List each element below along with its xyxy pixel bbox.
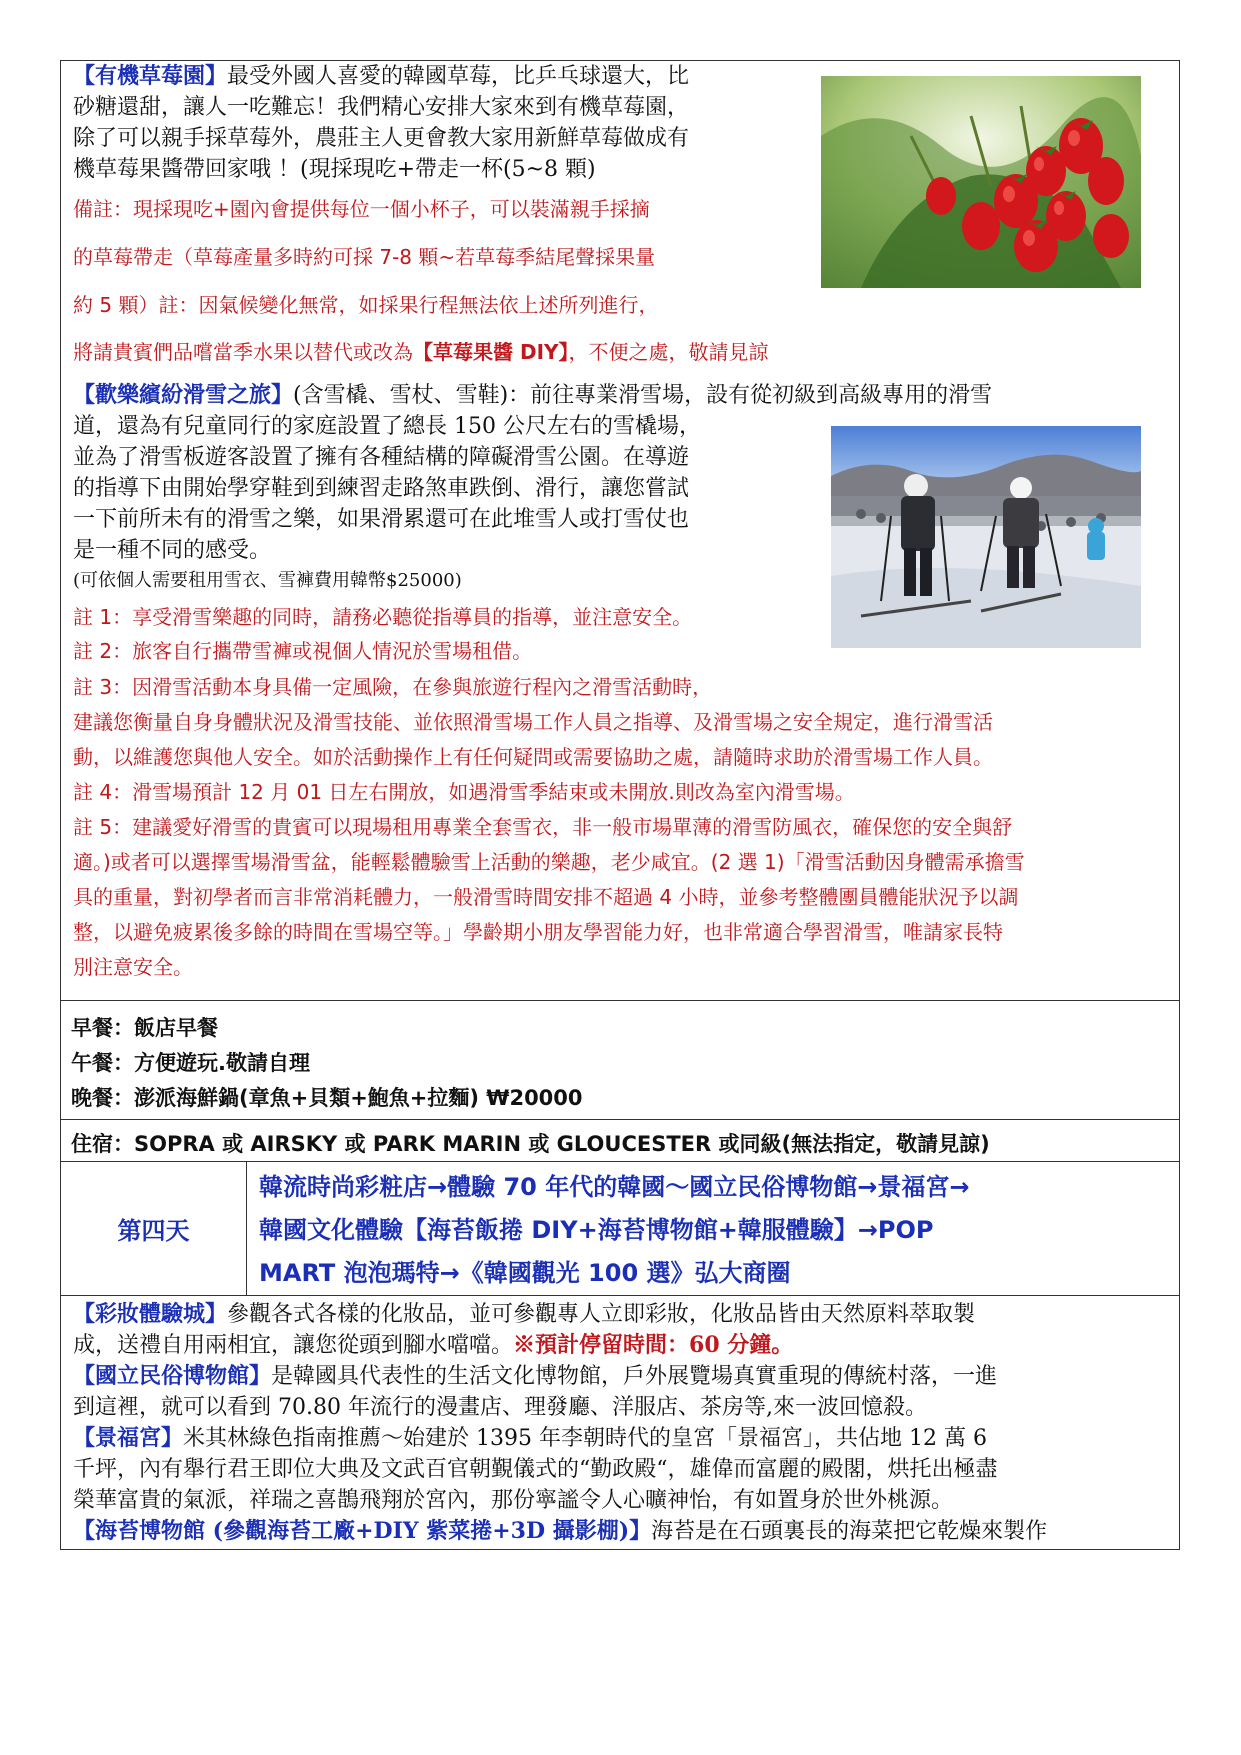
hotel-text: 住宿：SOPRA 或 AIRSKY 或 PARK MARIN 或 GLOUCESTER 或同級(無法指定，敬請見諒) (71, 1132, 990, 1156)
ski-note-7: 適。)或者可以選擇雪場滑雪盆，能輕鬆體驗雪上活動的樂趣，老少咸宜。(2 選 1)「滑雪活動因身體需承擔雪 (73, 850, 1025, 874)
lunch-text: 午餐：方便遊玩.敬請自理 (71, 1051, 310, 1075)
strawberry-photo (821, 76, 1141, 288)
strawberry-line-3: 機草莓果醬帶回家哦 ！(現採現吃+帶走一杯(5~8 顆) (73, 157, 596, 182)
ski-note-4: 動，以維護您與他人安全。如於活動操作上有任何疑問或需要協助之處，請隨時求助於滑雪場工作人員。 (73, 745, 993, 769)
ski-note-10: 別注意安全。 (73, 955, 193, 979)
ski-note-3: 建議您衡量自身身體狀況及滑雪技能、並依照滑雪場工作人員之指導、及滑雪場之安全規定，進行滑雪活 (73, 710, 993, 734)
makeup-line-1: 成，送禮自用兩相宜，讓您從頭到腳水噹噹。※預計停留時間：60 分鐘。 (73, 1332, 794, 1358)
divider (61, 1000, 1179, 1001)
strawberry-heading: 【有機草莓園】 (73, 63, 228, 89)
ski-photo (831, 426, 1141, 648)
ski-note-5: 註 4：滑雪場預計 12 月 01 日左右開放，如遇滑雪季結束或未開放.則改為室內滑雪場。 (73, 780, 855, 804)
palace-line-1: 千坪，內有舉行君王即位大典及文武百官朝覲儀式的“勤政殿“，雄偉而富麗的殿閣，烘托出極盡 (73, 1457, 998, 1482)
ski-note-0: 註 1：享受滑雪樂趣的同時，請務必聽從指導員的指導，並注意安全。 (73, 605, 693, 629)
makeup-stay-time: ※預計停留時間：60 分鐘。 (513, 1332, 794, 1358)
ski-line-4: 一下前所未有的滑雪之樂，如果滑累還可在此堆雪人或打雪仗也 (73, 507, 690, 532)
ski-line-0: 【歡樂繽紛滑雪之旅】(含雪橇、雪杖、雪鞋)：前往專業滑雪場，設有從初級到高級專用的滑雪 (73, 382, 993, 408)
ski-line-5: 是一種不同的感受。 (73, 538, 272, 563)
seaweed-heading: 【海苔博物館 (參觀海苔工廠+DIY 紫菜捲+3D 攝影棚)】 (73, 1518, 652, 1544)
strawberry-note-2: 約 5 顆）註：因氣候變化無常，如採果行程無法依上述所列進行， (73, 293, 659, 317)
ski-line-1: 道，還為有兒童同行的家庭設置了總長 150 公尺左右的雪橇場， (73, 414, 701, 439)
day4-title-1: 韓國文化體驗【海苔飯捲 DIY+海苔博物館+韓服體驗】→POP (259, 1216, 934, 1244)
strawberry-line-2: 除了可以親手採草莓外，農莊主人更會教大家用新鮮草莓做成有 (73, 126, 690, 151)
ski-note-9: 整，以避免疲累後多餘的時間在雪場空等。」學齡期小朋友學習能力好，也非常適合學習滑雪，唯請家長特 (73, 920, 1003, 944)
museum-line-0: 【國立民俗博物館】是韓國具代表性的生活文化博物館，戶外展覽場真實重現的傳統村落，一進 (73, 1363, 998, 1389)
ski-line-2: 並為了滑雪板遊客設置了擁有各種結構的障礙滑雪公園。在導遊 (73, 445, 690, 470)
makeup-heading: 【彩妝體驗城】 (73, 1301, 228, 1327)
palace-heading: 【景福宮】 (73, 1425, 184, 1451)
palace-line-0: 【景福宮】米其林綠色指南推薦～始建於 1395 年李朝時代的皇宮「景福宮」，共佔地 12 萬 6 (73, 1425, 987, 1451)
itinerary-page (60, 60, 1180, 1550)
divider (61, 1295, 1179, 1296)
strawberry-line-1: 砂糖還甜，讓人一吃難忘！我們精心安排大家來到有機草莓園， (73, 95, 690, 120)
seaweed-line-0: 【海苔博物館 (參觀海苔工廠+DIY 紫菜捲+3D 攝影棚)】海苔是在石頭裏長的海菜把它乾燥來製作 (73, 1518, 1048, 1544)
strawberry-note-0: 備註：現採現吃+園內會提供每位一個小杯子，可以裝滿親手採摘 (73, 197, 650, 221)
ski-line-3: 的指導下由開始學穿鞋到到練習走路煞車跌倒、滑行，讓您嘗試 (73, 476, 690, 501)
day4-title-0: 韓流時尚彩粧店→體驗 70 年代的韓國～國立民俗博物館→景福宮→ (259, 1173, 970, 1201)
dinner-text: 晚餐：澎派海鮮鍋(章魚+貝類+鮑魚+拉麵) ₩20000 (71, 1086, 583, 1110)
strawberry-line-0: 【有機草莓園】最受外國人喜愛的韓國草莓，比乒乓球還大，比 (73, 63, 690, 89)
day4-title-2: MART 泡泡瑪特→《韓國觀光 100 選》弘大商圈 (259, 1259, 791, 1287)
ski-heading: 【歡樂繽紛滑雪之旅】 (73, 382, 294, 408)
ski-note-6: 註 5：建議愛好滑雪的貴賓可以現場租用專業全套雪衣，非一般市場單薄的滑雪防風衣，確保您的安全與舒 (73, 815, 1013, 839)
strawberry-note-3: 將請貴賓們品嚐當季水果以替代或改為【草莓果醬 DIY】，不便之處，敬請見諒 (73, 340, 769, 364)
day-label: 第四天 (117, 1216, 190, 1245)
strawberry-note-1: 的草莓帶走（草莓產量多時約可採 7-8 顆~若草莓季結尾聲採果量 (73, 245, 656, 269)
museum-line-1: 到這裡，就可以看到 70.80 年流行的漫畫店、理發廳、洋服店、茶房等,來一波回憶殺。 (73, 1395, 927, 1420)
museum-heading: 【國立民俗博物館】 (73, 1363, 272, 1389)
breakfast-text: 早餐：飯店早餐 (71, 1016, 218, 1040)
ski-note-2: 註 3：因滑雪活動本身具備一定風險，在參與旅遊行程內之滑雪活動時， (73, 675, 713, 699)
ski-note-1: 註 2：旅客自行攜帶雪褲或視個人情況於雪場租借。 (73, 639, 533, 663)
palace-line-2: 榮華富貴的氣派，祥瑞之喜鵲飛翔於宮內，那份寧謐令人心曠神怡，有如置身於世外桃源。 (73, 1488, 954, 1513)
day-label-cell (61, 1161, 247, 1295)
makeup-line-0: 【彩妝體驗城】參觀各式各樣的化妝品，並可參觀專人立即彩妝，化妝品皆由天然原料萃取製 (73, 1301, 976, 1327)
ski-note-8: 具的重量，對初學者而言非常消耗體力，一般滑雪時間安排不超過 4 小時，並參考整體團員體能狀況予以調 (73, 885, 1019, 909)
ski-rent-note: (可依個人需要租用雪衣、雪褲費用韓幣$25000) (73, 570, 462, 591)
divider (61, 1119, 1179, 1120)
